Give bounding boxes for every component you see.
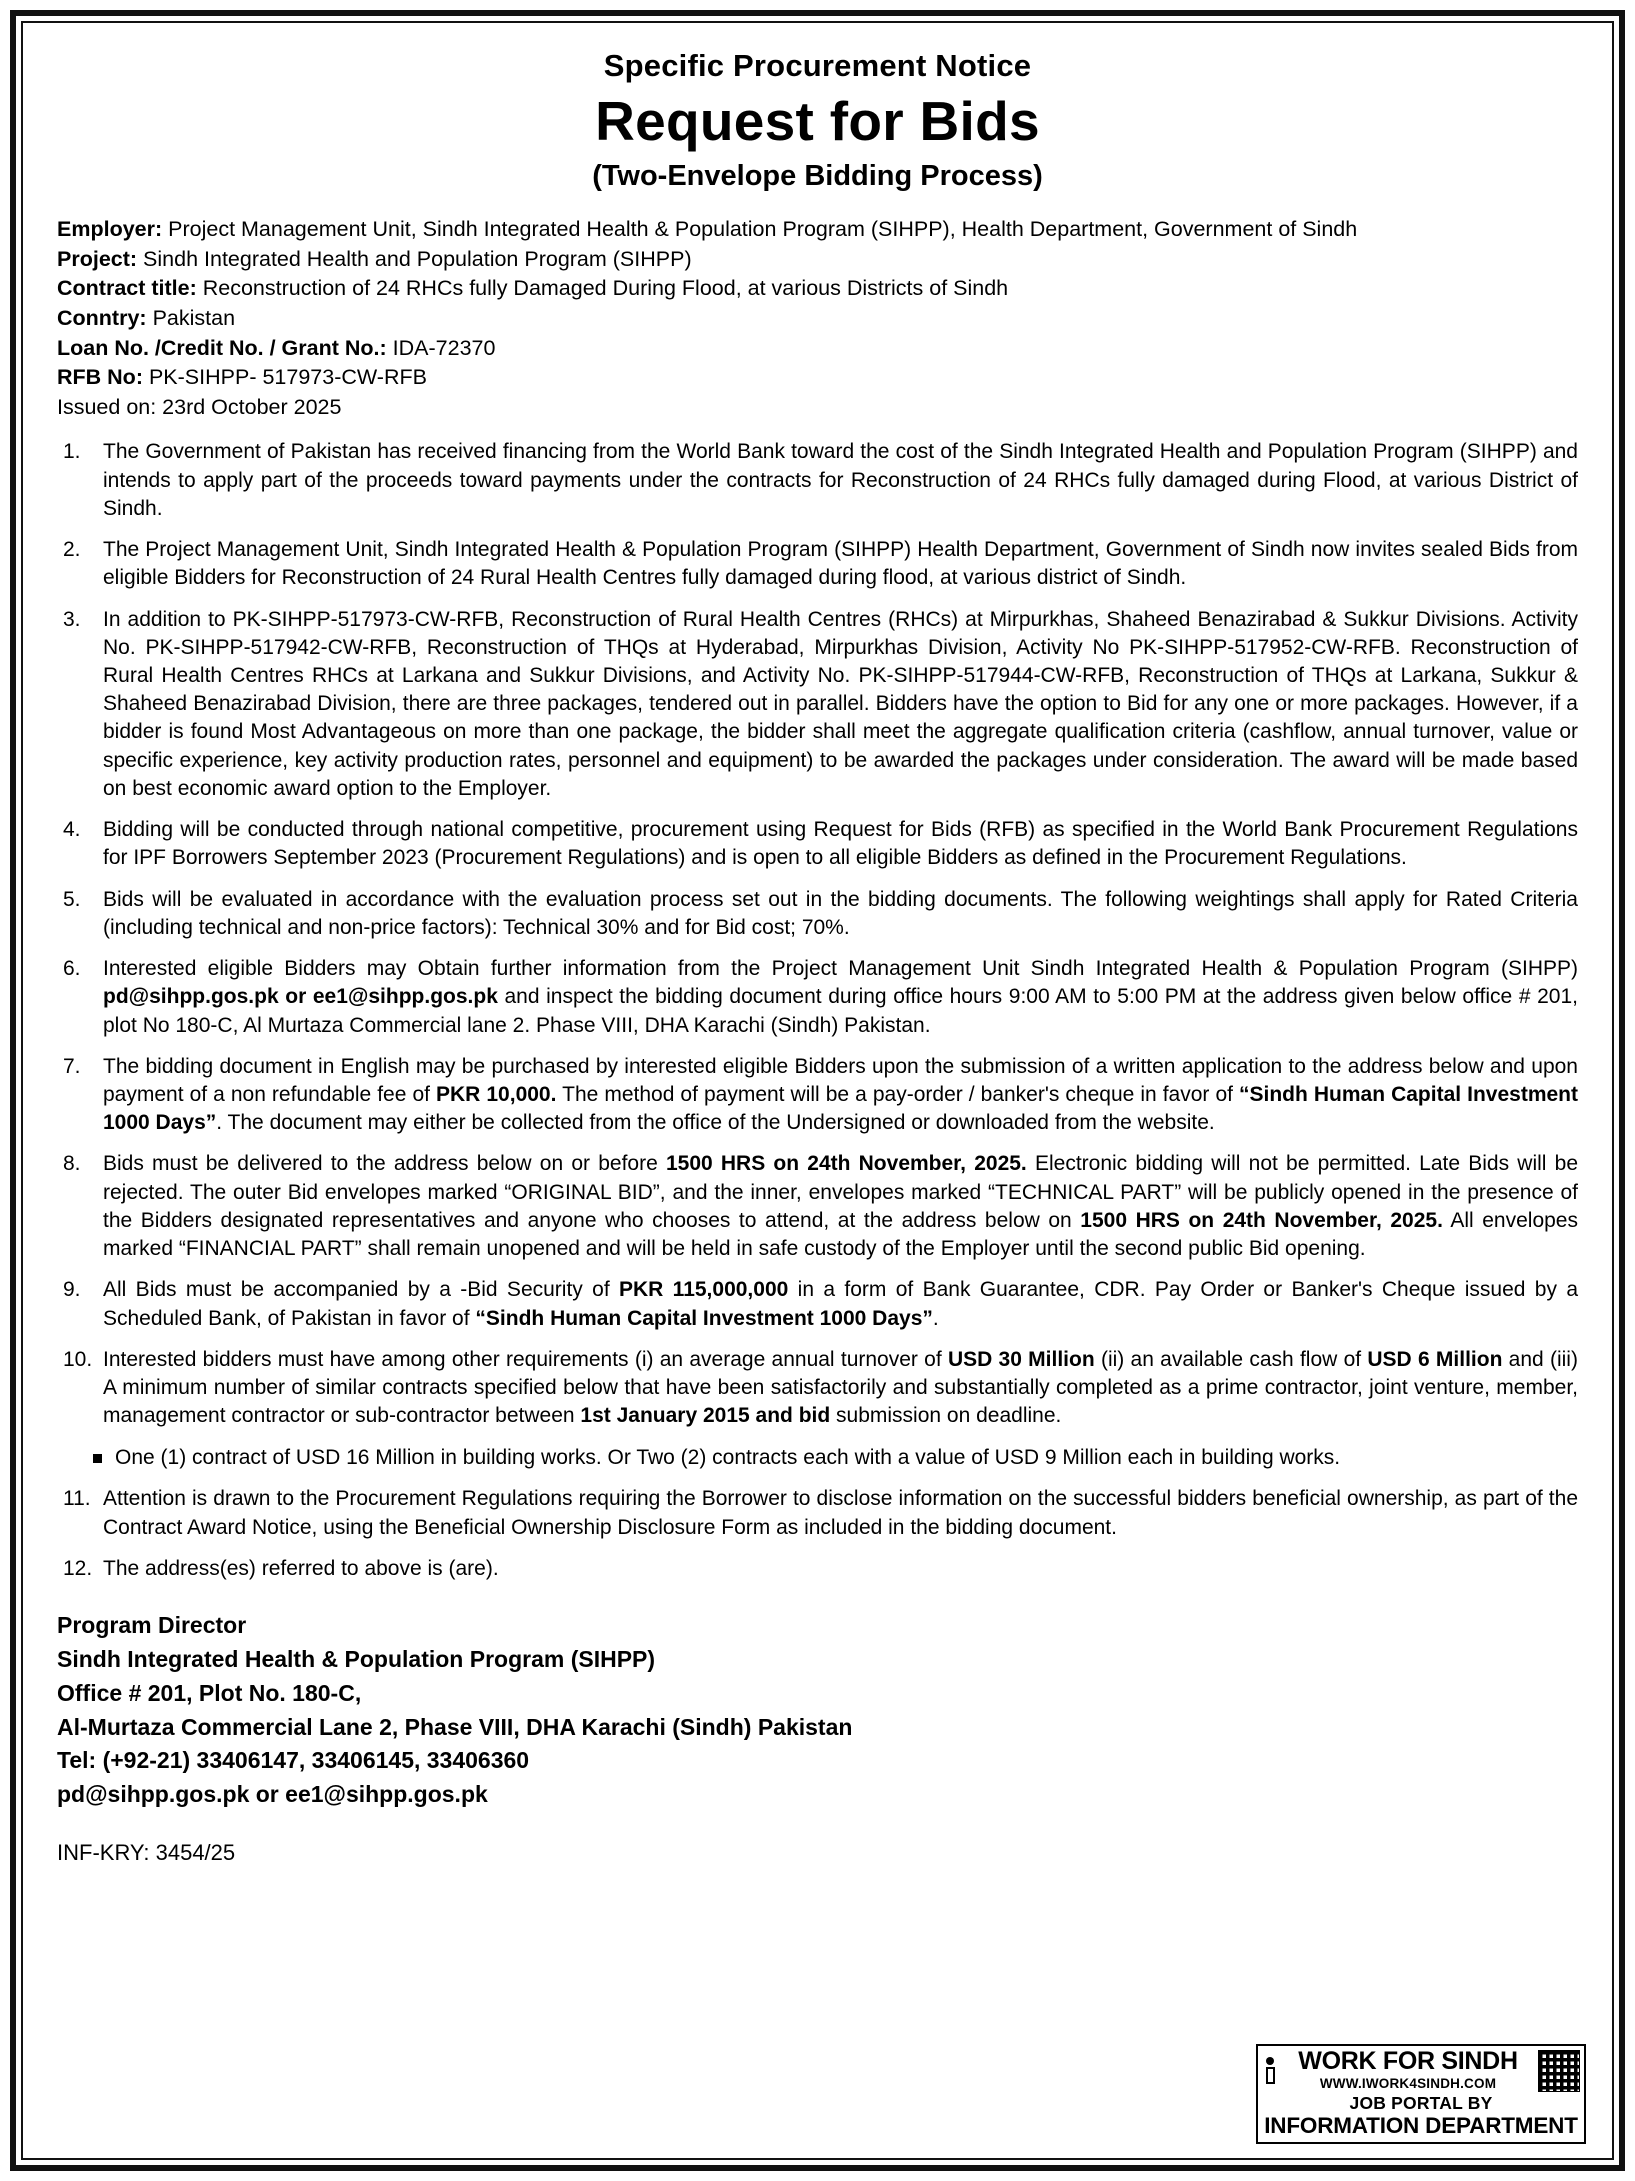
logo-top-row (1262, 2049, 1580, 2092)
signatory-email[interactable]: pd@sihpp.gos.pk or ee1@sihpp.gos.pk (57, 1781, 488, 1808)
clause-6-part1: Interested eligible Bidders may Obtain further information from the Project Management Unit Sindh Integrated Health & Population Program (SIHPP) (103, 957, 1578, 981)
annual-turnover-requirement: USD 30 Million (947, 1347, 1095, 1371)
clause-9-part3: . (932, 1306, 939, 1330)
clause-10 (57, 1346, 1578, 1431)
clause-2 (57, 536, 1578, 592)
clause-text (103, 955, 1578, 1040)
logo-text-wrap (1278, 2049, 1538, 2092)
clause-7-part3: . The document may either be collected from the office of the Undersigned or downloaded from the website. (216, 1111, 1215, 1135)
meta-contract-title (57, 274, 1578, 303)
qr-code-icon[interactable] (1538, 2050, 1580, 2092)
experience-start-date: 1st January 2015 and bid (580, 1404, 831, 1428)
clause-12 (57, 1555, 1578, 1583)
clause-text: Bidding will be conducted through national competitive, procurement using Request for Bids (RFB) as specified in the World Bank Procurement Regulations for IPF Borrowers September 2023 (Procurement Regulations) and is open to all eligible Bidders as defined in the Procurement Regulations. (103, 818, 1578, 870)
clause-10-part2: (ii) an available cash flow of (1094, 1347, 1368, 1371)
meta-country (57, 304, 1578, 333)
clause-10-sub-bullet (57, 1444, 1578, 1473)
clause-number: 1. (63, 440, 81, 464)
clause-text: The address(es) referred to above is (are). (103, 1556, 499, 1580)
clause-text: The Project Management Unit, Sindh Integrated Health & Population Program (SIHPP) Health Department, Government of Sindh now invites sealed Bids from eligible Bidders for Reconstruction of 24 Rural Health Centres fully damaged during flood, at various district of Sindh. (103, 538, 1578, 590)
clause-number: 5. (63, 887, 81, 911)
iwork-for-sindh-logo-box[interactable] (1256, 2044, 1586, 2144)
clause-8-part3: All envelopes marked “FINANCIAL PART” shall remain unopened and will be held in safe custody of the Employer until the second public Bid opening. (103, 1208, 1578, 1261)
bid-opening-time: 1500 HRS on 24th November, 2025. (1080, 1208, 1443, 1232)
meta-project-label: Project: (57, 246, 138, 271)
meta-country-label: Conntry: (57, 305, 147, 330)
signatory-address: Al-Murtaza Commercial Lane 2, Phase VIII, DHA Karachi (Sindh) Pakistan (57, 1713, 853, 1740)
bullet-square-icon (57, 1444, 115, 1473)
clause-number: 6. (63, 957, 81, 981)
clause-10-part4: submission on deadline. (830, 1404, 1062, 1428)
meta-block (57, 215, 1578, 421)
meta-country-value: Pakistan (152, 305, 236, 330)
signatory-title: Program Director (57, 1612, 247, 1639)
inner-border (21, 21, 1614, 2160)
cash-flow-requirement: USD 6 Million (1367, 1347, 1503, 1371)
clause-number: 7. (63, 1054, 81, 1078)
signatory-organization: Sindh Integrated Health & Population Program (SIHPP) (57, 1645, 656, 1672)
payee-name: “Sindh Human Capital Investment 1000 Days” (103, 1083, 1578, 1135)
logo-website-url[interactable]: WWW.IWORK4SINDH.COM (1319, 2075, 1497, 2091)
clause-number: 10. (63, 1347, 93, 1371)
document-header (57, 49, 1578, 192)
meta-loan (57, 334, 1578, 363)
notice-kicker: Specific Procurement Notice (603, 48, 1032, 83)
inf-reference-number: INF-KRY: 3454/25 (57, 1839, 236, 1865)
clause-number: 11. (63, 1487, 91, 1511)
meta-employer-label: Employer: (57, 217, 163, 242)
clauses-list (57, 438, 1578, 1583)
logo-portal-label: JOB PORTAL BY (1349, 2093, 1493, 2114)
clause-5 (57, 886, 1578, 942)
meta-employer (57, 215, 1578, 244)
meta-rfb (57, 363, 1578, 392)
clause-9 (57, 1276, 1578, 1332)
clause-text: In addition to PK-SIHPP-517973-CW-RFB, Reconstruction of Rural Health Centres (RHCs) at Mirpurkhas, Shaheed Benazirabad & Sukkur Divisions. Activity No. PK-SIHPP-517942-CW-RFB, Reconstruction of THQs at Hyderabad, Mirpurkhas Division, Activity No PK-SIHPP-517952-CW-RFB. Reconstruction of Rural Health Centres RHCs at Larkana and Sukkur Divisions, and Activity No. PK-SIHPP-517944-CW-RFB, Reconstruction of THQs at Larkana, Sukkur & Shaheed Benazirabad Division, there are three packages, tendered out in parallel. Bidders have the option to Bid for any one or more packages. However, if a bidder is found Most Advantageous on more than one package, the bidder shall meet the aggregate qualification criteria (cashflow, annual turnover, value or specific experience, key activity production rates, personnel and equipment) to be awarded the packages under consideration. The award will be made based on best economic award option to the Employer. (103, 607, 1578, 800)
clause-text (103, 1276, 1578, 1332)
meta-contract-title-label: Contract title: (57, 276, 197, 301)
meta-contract-title-value: Reconstruction of 24 RHCs fully Damaged During Flood, at various Districts of Sindh (202, 276, 1009, 301)
page-title: Request for Bids (595, 90, 1040, 153)
clause-7-part2: The method of payment will be a pay-order / banker's cheque in favor of (556, 1083, 1239, 1107)
clause-7 (57, 1053, 1578, 1138)
clause-text (103, 1053, 1578, 1138)
logo-wordmark: WORK FOR SINDH (1298, 2047, 1518, 2076)
bid-security-amount: PKR 115,000,000 (619, 1278, 789, 1302)
signatory-telephone: Tel: (+92-21) 33406147, 33406145, 33406360 (57, 1747, 530, 1774)
clause-6 (57, 955, 1578, 1040)
clause-text (103, 1150, 1578, 1263)
clause-8-part1: Bids must be delivered to the address below on or before (103, 1152, 666, 1176)
meta-loan-value: IDA-72370 (392, 335, 496, 360)
clause-3 (57, 606, 1578, 804)
clause-number: 3. (63, 607, 81, 631)
logo-department-label: INFORMATION DEPARTMENT (1264, 2112, 1578, 2138)
bid-submission-deadline: 1500 HRS on 24th November, 2025. (665, 1152, 1027, 1176)
clause-number: 8. (63, 1152, 81, 1176)
clause-7-part1: The bidding document in English may be purchased by interested eligible Bidders upon the submission of a written application to the address below and upon payment of a non refundable fee of (103, 1054, 1578, 1107)
notice-subtitle: (Two-Envelope Bidding Process) (592, 159, 1043, 192)
clause-text: The Government of Pakistan has received financing from the World Bank toward the cost of the Sindh Integrated Health and Population Program (SIHPP) and intends to apply part of the proceeds toward payments under the contracts for Reconstruction of 24 RHCs fully damaged during Flood, at various District of Sindh. (103, 440, 1578, 520)
clause-text: Bids will be evaluated in accordance with the evaluation process set out in the bidding documents. The following weightings shall apply for Rated Criteria (including technical and non-price factors): Technical 30% and for Bid cost; 70%. (103, 887, 1578, 939)
meta-issued-on: Issued on: 23rd October 2025 (57, 394, 342, 419)
signature-block (57, 1609, 1578, 1812)
outer-border (10, 10, 1625, 2171)
contact-emails[interactable]: pd@sihpp.gos.pk or ee1@sihpp.gos.pk (103, 985, 498, 1009)
meta-rfb-value: PK-SIHPP- 517973-CW-RFB (148, 365, 427, 390)
clause-11 (57, 1485, 1578, 1541)
clause-number: 9. (63, 1278, 81, 1302)
signatory-office: Office # 201, Plot No. 180-C, (57, 1679, 362, 1706)
clause-1 (57, 438, 1578, 523)
clause-number: 12. (63, 1556, 93, 1580)
clause-6-part2: and inspect the bidding document during office hours 9:00 AM to 5:00 PM at the address given below office # 201, plot No 180-C, Al Murtaza Commercial lane 2. Phase VIII, DHA Karachi (Sindh) Pakistan. (103, 985, 1578, 1037)
meta-project-value: Sindh Integrated Health and Population Program (SIHPP) (143, 246, 692, 271)
meta-loan-label: Loan No. /Credit No. / Grant No.: (57, 335, 387, 360)
meta-employer-value: Project Management Unit, Sindh Integrated Health & Population Program (SIHPP), Health Department, Government of Sindh (168, 217, 1358, 242)
clause-8 (57, 1150, 1578, 1263)
clause-text: Attention is drawn to the Procurement Regulations requiring the Borrower to disclose information on the successful bidders beneficial ownership, as part of the Contract Award Notice, using the Beneficial Ownership Disclosure Form as included in the bidding document. (103, 1487, 1578, 1539)
clause-9-part1: All Bids must be accompanied by a -Bid Security of (103, 1278, 619, 1302)
clause-8-part2: Electronic bidding will not be permitted. Late Bids will be rejected. The outer Bid envelopes marked “ORIGINAL BID”, and the inner, envelopes marked “TECHNICAL PART” will be publicly opened in the presence of the Bidders designated representatives and anyone who chooses to attend, at the address below on (103, 1152, 1579, 1232)
clause-text (103, 1346, 1578, 1431)
clause-10-part3: and (iii) A minimum number of similar contracts specified below that have been satisfactorily and substantially completed as a prime contractor, joint venture, member, management contractor or sub-contractor between (103, 1347, 1578, 1428)
clause-9-part2: in a form of Bank Guarantee, CDR. Pay Order or Banker's Cheque issued by a Scheduled Bank, of Pakistan in favor of (103, 1278, 1579, 1330)
clause-number: 4. (63, 818, 81, 842)
clause-4 (57, 816, 1578, 872)
person-icon (1262, 2057, 1278, 2084)
meta-rfb-label: RFB No: (57, 365, 143, 390)
payee-name: “Sindh Human Capital Investment 1000 Days” (475, 1306, 933, 1330)
clause-number: 2. (63, 538, 81, 562)
meta-project (57, 245, 1578, 274)
document-fee: PKR 10,000. (436, 1083, 557, 1107)
clause-10-part1: Interested bidders must have among other requirements (i) an average annual turnover of (103, 1347, 948, 1371)
sub-bullet-text: One (1) contract of USD 16 Million in building works. Or Two (2) contracts each with a value of USD 9 Million each in building works. (115, 1445, 1341, 1469)
